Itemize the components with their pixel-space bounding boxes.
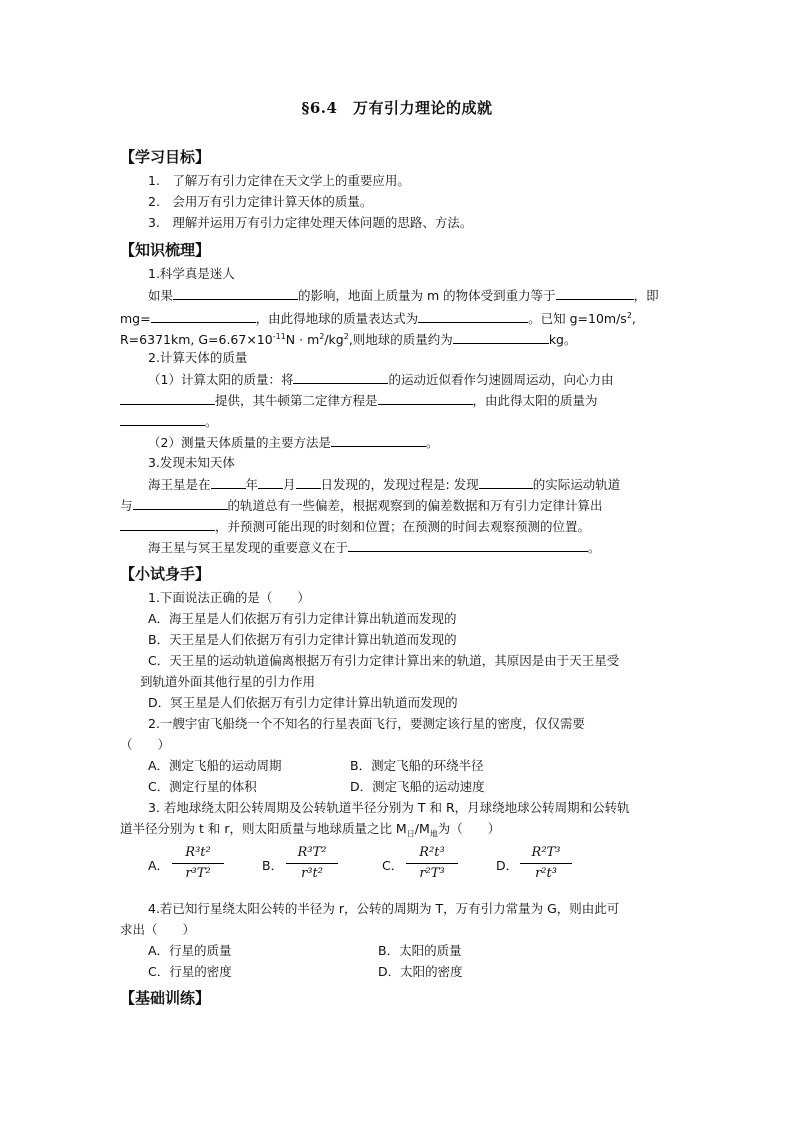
knowledge-line: （1）计算太阳的质量：将 的运动近似看作匀速圆周运动，向心力由: [148, 372, 614, 387]
knowledge-heading-2: 2.计算天体的质量: [148, 350, 248, 365]
page-title: §6.4 万有引力理论的成就: [301, 99, 493, 117]
fill-blank[interactable]: [418, 309, 528, 323]
fill-blank[interactable]: [173, 286, 298, 300]
knowledge-line: 与 的轨道总有一些偏差，根据观察到的偏差数据和万有引力定律计算出: [120, 498, 603, 513]
knowledge-line: ，并预测可能出现的时刻和位置；在预测的时间去观察预测的位置。: [120, 517, 590, 536]
fill-blank[interactable]: [211, 475, 246, 489]
formula: R³t² r³T²: [168, 844, 228, 883]
question-2-option-b: B．测定飞船的环绕半径: [350, 758, 484, 773]
question-2-option-c: C．测定行星的体积: [148, 779, 257, 794]
knowledge-line: （2）测量天体质量的主要方法是 。: [148, 435, 439, 450]
formula: R²T³ r²t³: [516, 844, 576, 883]
objective-item: 1. 了解万有引力定律在天文学上的重要应用。: [148, 173, 410, 188]
question-4-option-a: A．行星的质量: [148, 943, 232, 958]
fill-blank[interactable]: [296, 475, 321, 489]
question-3-stem-cont: 道半径分别为 t 和 r，则太阳质量与地球质量之比 $M_日/M_地$为（ ）: [120, 821, 501, 839]
knowledge-line: 提供，其牛顿第二定律方程是 ，由此得太阳的质量为: [120, 391, 598, 410]
objective-item: 3. 理解并运用万有引力定律处理天体问题的思路、方法。: [148, 215, 473, 230]
fill-blank[interactable]: [453, 330, 549, 344]
objective-item: 2. 会用万有引力定律计算天体的质量。: [148, 194, 373, 209]
question-4-option-d: D．太阳的密度: [378, 964, 463, 979]
knowledge-line: mg= ，由此得地球的质量表达式为 。已知 $g=10m/s^2$,: [120, 311, 636, 327]
question-2-option-a: A．测定飞船的运动周期: [148, 758, 282, 773]
knowledge-line: 海王星与冥王星发现的重要意义在于 。: [148, 540, 601, 555]
question-1-option-d: D．冥王星是人们依据万有引力定律计算出轨道而发现的: [148, 695, 458, 710]
section-try: 【小试身手】: [120, 565, 211, 583]
knowledge-line: 如果 的影响，地面上质量为 m 的物体受到重力等于 ，即: [148, 288, 659, 303]
formula: R³T² r³t²: [282, 844, 342, 883]
fill-blank[interactable]: [151, 309, 256, 323]
question-1-stem: 1.下面说法正确的是（ ）: [148, 590, 310, 605]
formula: R²t³ r²T³: [402, 844, 462, 883]
question-1-option-b: B．天王星是人们依据万有引力定律计算出轨道而发现的: [148, 632, 457, 647]
knowledge-heading-3: 3.发现未知天体: [148, 455, 235, 470]
fill-blank[interactable]: [479, 475, 533, 489]
fill-blank[interactable]: [120, 391, 215, 405]
question-4-stem-cont: 求出（ ）: [120, 922, 196, 937]
fill-blank[interactable]: [120, 517, 215, 531]
knowledge-line: R=6371km, $G=6.67\times 10^{-11}N \cdot m^2/kg^2$,则地球的质量约为 kg。: [120, 332, 577, 348]
section-knowledge: 【知识梳理】: [120, 241, 211, 259]
worksheet-page: §6.4 万有引力理论的成就 【学习目标】 1. 了解万有引力定律在天文学上的重要应用。 2. 会用万有引力定律计算天体的质量。 3. 理解并运用万有引力定律处理天体问题的思路、方法。 【知识梳理】 1.科学真是迷人 如果 的影响，地面上质量为 m 的物体受到重力等于 ，即 mg= ，由此得地球的质量表达式为 。已知 $g=10m/s^2$, R=6371km, $G=6.67\times 10^{-11}N \cdot m^2/kg^2$,则地球的质量约为 kg。 2.计算天体的质量 （1）计算太阳的质量：将 的运动近似看作匀速圆周运动，向心力由 提供，其牛顿第二定律方程是 ，由此得太阳的质量为 。 （2）测量天体质量的主要方法是 。 3.发现未知天体 海王星是在 年 月 日发现的，发现过程是: 发现 的实际运动轨道 与 的轨道总有一些偏差，根据观察到的偏差数据和万有引力定律计算出 ，并预测可能出现的时刻和位置；在预测的时间去观察预测的位置。 海王星与冥王星发现的重要意义在于 。 【小试身手】 1.下面说法正确的是（ ） A．海王星是人们依据万有引力定律计算出轨道而发现的 B．天王星是人们依据万有引力定律计算出轨道而发现的 C．天王星的运动轨道偏离根据万有引力定律计算出来的轨道，其原因是由于天王星受 到轨道外面其他行星的引力作用 D．冥王星是人们依据万有引力定律计算出轨道而发现的 2.一艘宇宙飞船绕一个不知名的行星表面飞行，要测定该行星的密度，仅仅需要 （ ） A．测定飞船的运动周期 B．测定飞船的环绕半径 C．测定行星的体积 D．测定飞船的运动速度 3. 若地球绕太阳公转周期及公转轨道半径分别为 T 和 R，月球绕地球公转周期和公转轨 道半径分别为 t 和 r，则太阳质量与地球质量之比 $M_日/M_地$为（ ） A． R³t² r³T² B． R³T² r³t² C． R²t³ r²T³ D． R²T³ r²t³ 4.若已知行星绕太阳公转的半径为 r，公转的周期为 T，万有引力常量为 G，则由此可 求出（ ） A．行星的质量 B．太阳的质量 C．行星的密度 D．太阳的密度 【基础训练】: [0, 0, 794, 1123]
question-4-option-c: C．行星的密度: [148, 964, 232, 979]
fill-blank[interactable]: [133, 496, 228, 510]
fill-blank[interactable]: [120, 412, 205, 426]
question-2-option-d: D．测定飞船的运动速度: [350, 779, 485, 794]
fill-blank[interactable]: [258, 475, 283, 489]
section-objectives: 【学习目标】: [120, 148, 211, 166]
question-1-option-c: C．天王星的运动轨道偏离根据万有引力定律计算出来的轨道，其原因是由于天王星受: [148, 653, 620, 668]
knowledge-heading-1: 1.科学真是迷人: [148, 266, 235, 281]
question-1-option-c-cont: 到轨道外面其他行星的引力作用: [140, 674, 316, 689]
fill-blank[interactable]: [348, 538, 588, 552]
question-2-stem-cont: （ ）: [120, 737, 171, 752]
knowledge-line: 。: [120, 412, 218, 431]
section-basic: 【基础训练】: [120, 989, 211, 1007]
question-4-option-b: B．太阳的质量: [378, 943, 462, 958]
fill-blank[interactable]: [556, 286, 634, 300]
knowledge-line: 海王星是在 年 月 日发现的，发现过程是: 发现 的实际运动轨道: [148, 477, 621, 492]
fill-blank[interactable]: [293, 370, 388, 384]
question-3-stem: 3. 若地球绕太阳公转周期及公转轨道半径分别为 T 和 R，月球绕地球公转周期和公转轨: [148, 800, 630, 815]
fill-blank[interactable]: [331, 433, 426, 447]
question-4-stem: 4.若已知行星绕太阳公转的半径为 r，公转的周期为 T，万有引力常量为 G，则由此可: [148, 901, 620, 916]
question-1-option-a: A．海王星是人们依据万有引力定律计算出轨道而发现的: [148, 611, 457, 626]
question-2-stem: 2.一艘宇宙飞船绕一个不知名的行星表面飞行，要测定该行星的密度，仅仅需要: [148, 716, 585, 731]
fill-blank[interactable]: [378, 391, 473, 405]
